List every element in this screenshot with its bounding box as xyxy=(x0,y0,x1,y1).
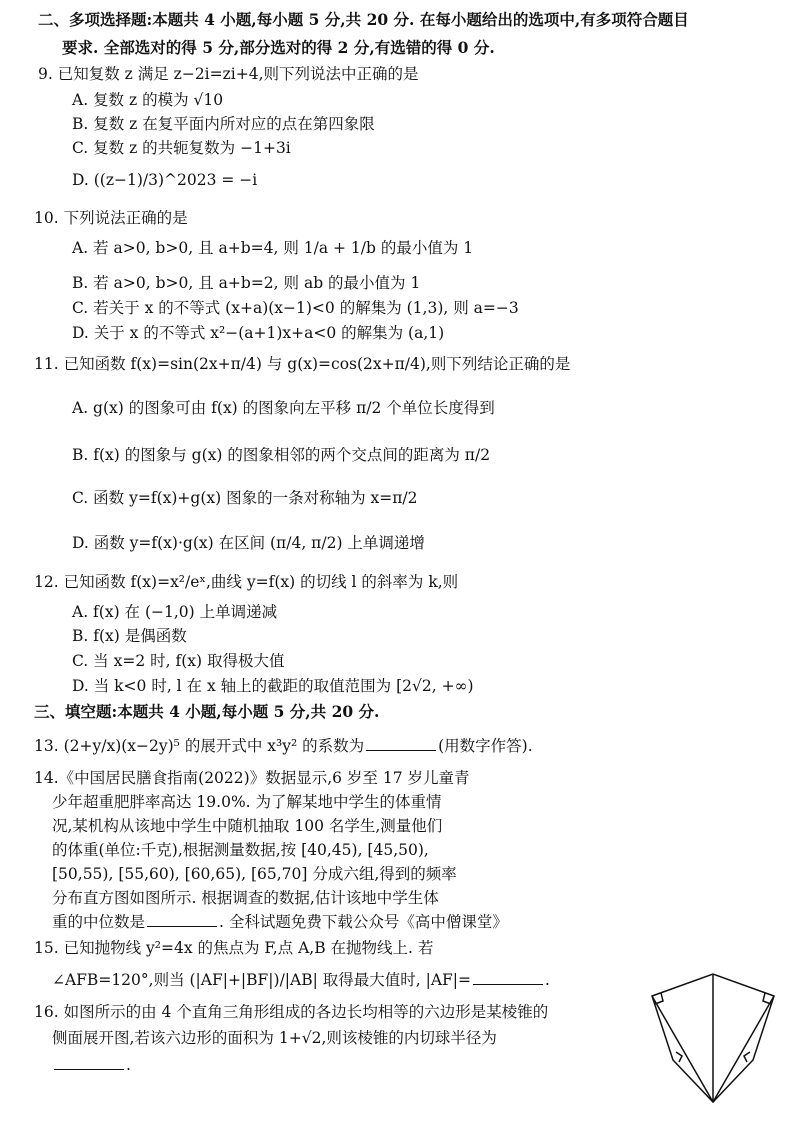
q14-line2: 少年超重肥胖率高达 19.0%. 为了解某地中学生的体重情 xyxy=(52,793,442,811)
q16-line3 xyxy=(52,1055,131,1075)
q12-option-a: A. f(x) 在 (−1,0) 上单调递减 xyxy=(72,603,278,621)
q15-text-post: . xyxy=(544,971,550,989)
q15-answer-blank xyxy=(473,970,543,985)
q9-option-a: A. 复数 z 的模为 √10 xyxy=(72,91,224,109)
q15-line2 xyxy=(52,970,550,990)
q16-line2: 侧面展开图,若该六边形的面积为 1+√2,则该棱锥的内切球半径为 xyxy=(52,1029,497,1047)
q13-line xyxy=(34,736,533,756)
q13-answer-blank xyxy=(366,736,436,751)
section3-header: 三、填空题:本题共 4 小题,每小题 5 分,共 20 分. xyxy=(34,702,380,721)
q16-text-post: . xyxy=(126,1056,131,1074)
q12-option-d: D. 当 k<0 时, l 在 x 轴上的截距的取值范围为 [2√2, +∞) xyxy=(72,677,474,695)
q10-option-b: B. 若 a>0, b>0, 且 a+b=2, 则 ab 的最小值为 1 xyxy=(72,274,421,292)
right-diagonal xyxy=(713,996,774,1102)
q15-text: ∠AFB=120°,则当 (|AF|+|BF|)/|AB| 取得最大值时, |AF|= xyxy=(52,971,471,989)
q15-line1: 15. 已知抛物线 y²=4x 的焦点为 F,点 A,B 在抛物线上. 若 xyxy=(34,939,434,957)
q14-line5: [50,55), [55,60), [60,65), [65,70] 分成六组,得到的频率 xyxy=(52,865,457,883)
q10-stem: 10. 下列说法正确的是 xyxy=(34,209,188,227)
q16-answer-blank xyxy=(54,1055,124,1070)
q11-option-d: D. 函数 y=f(x)·g(x) 在区间 (π/4, π/2) 上单调递增 xyxy=(72,534,425,552)
q16-line1: 16. 如图所示的由 4 个直角三角形组成的各边长均相等的六边形是某棱锥的 xyxy=(34,1003,549,1021)
q12-option-b: B. f(x) 是偶函数 xyxy=(72,627,187,645)
q14-line1: 14.《中国居民膳食指南(2022)》数据显示,6 岁至 17 岁儿童青 xyxy=(34,769,470,787)
q14-text: 重的中位数是 xyxy=(52,913,146,931)
hexagon-net-figure xyxy=(638,968,788,1108)
q14-line3: 况,某机构从该地中学生中随机抽取 100 名学生,测量他们 xyxy=(52,817,443,835)
q9-stem: 9. 已知复数 z 满足 z−2i=zi+4,则下列说法中正确的是 xyxy=(38,65,419,83)
q10-option-a: A. 若 a>0, b>0, 且 a+b=4, 则 1/a + 1/b 的最小值为 1 xyxy=(72,239,474,257)
q9-option-b: B. 复数 z 在复平面内所对应的点在第四象限 xyxy=(72,115,375,133)
q14-text-post: . 全科试题免费下载公众号《高中僧课堂》 xyxy=(219,913,508,931)
section2-header-line2: 要求. 全部选对的得 5 分,部分选对的得 2 分,有选错的得 0 分. xyxy=(62,38,495,57)
q14-answer-blank xyxy=(147,912,217,927)
q10-option-d: D. 关于 x 的不等式 x²−(a+1)x+a<0 的解集为 (a,1) xyxy=(72,324,445,342)
q11-option-c: C. 函数 y=f(x)+g(x) 图象的一条对称轴为 x=π/2 xyxy=(72,489,418,507)
right-angle-mark-bottom-left xyxy=(676,1052,682,1062)
q11-stem: 11. 已知函数 f(x)=sin(2x+π/4) 与 g(x)=cos(2x+π/4),则下列结论正确的是 xyxy=(34,355,571,373)
q11-option-a: A. g(x) 的图象可由 f(x) 的图象向左平移 π/2 个单位长度得到 xyxy=(72,399,495,417)
q9-option-d: D. ((z−1)/3)^2023 = −i xyxy=(72,171,258,189)
section2-header-line1: 二、多项选择题:本题共 4 小题,每小题 5 分,共 20 分. 在每小题给出的选项中,有多项符合题目 xyxy=(38,10,689,29)
left-diagonal xyxy=(652,996,713,1102)
q14-line6: 分布直方图如图所示. 根据调查的数据,估计该地中学生体 xyxy=(52,889,439,907)
q13-text: 13. (2+y/x)(x−2y)⁵ 的展开式中 x³y² 的系数为 xyxy=(34,737,365,755)
q12-option-c: C. 当 x=2 时, f(x) 取得极大值 xyxy=(72,652,285,670)
q9-option-c: C. 复数 z 的共轭复数为 −1+3i xyxy=(72,139,291,157)
q12-stem: 12. 已知函数 f(x)=x²/eˣ,曲线 y=f(x) 的切线 l 的斜率为 k,则 xyxy=(34,573,459,591)
q14-line4: 的体重(单位:千克),根据测量数据,按 [40,45), [45,50), xyxy=(52,841,429,859)
q10-option-c: C. 若关于 x 的不等式 (x+a)(x−1)<0 的解集为 (1,3), 则 a=−3 xyxy=(72,299,519,317)
q14-line7 xyxy=(52,912,508,932)
q13-text-post: (用数字作答). xyxy=(438,737,533,755)
q11-option-b: B. f(x) 的图象与 g(x) 的图象相邻的两个交点间的距离为 π/2 xyxy=(72,446,491,464)
right-angle-mark-bottom-right xyxy=(744,1052,750,1062)
